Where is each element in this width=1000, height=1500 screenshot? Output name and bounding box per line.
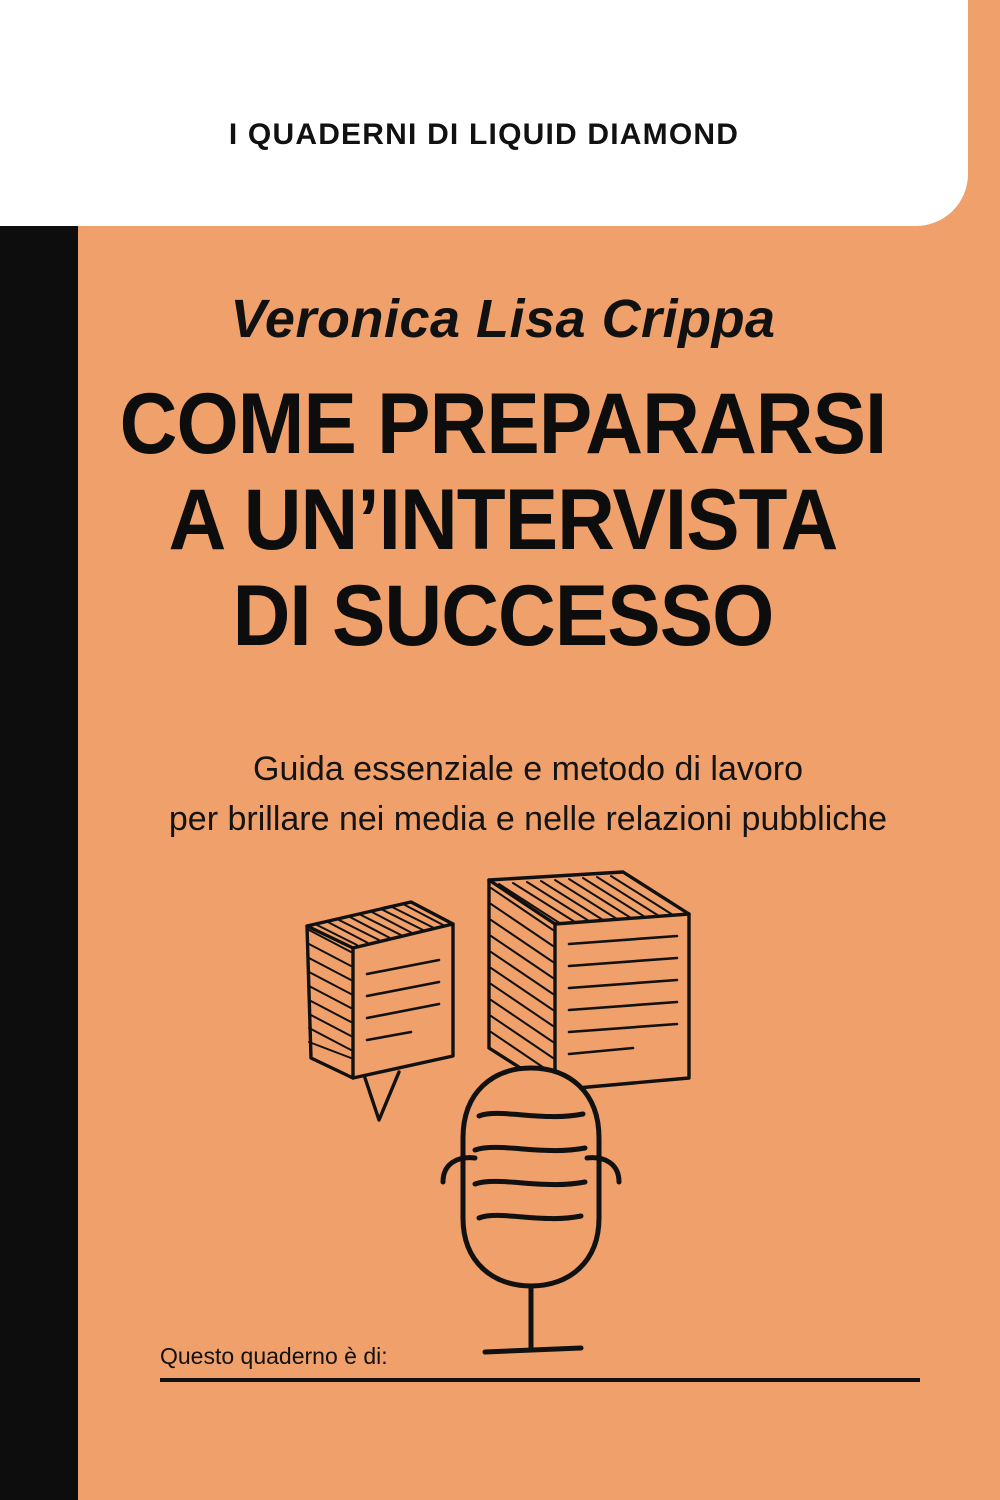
subtitle [78, 744, 978, 844]
cover-content [78, 226, 1000, 1500]
header-band [0, 0, 968, 226]
owner-label: Questo quaderno è di: [160, 1343, 388, 1369]
subtitle-line-1: Guida essenziale e metodo di lavoro [253, 750, 803, 788]
subtitle-line-2: per brillare nei media e nelle relazioni pubbliche [168, 800, 888, 838]
title-line-3: DI SUCCESSO [232, 568, 774, 664]
author-name: Veronica Lisa Crippa [230, 289, 776, 349]
microphone-with-speech-bubbles-icon [293, 866, 773, 1366]
title-line-2: A UN’INTERVISTA [168, 472, 838, 568]
owner-write-line[interactable] [160, 1378, 920, 1382]
owner-field [160, 1343, 920, 1382]
series-label: I QUADERNI DI LIQUID DIAMOND [228, 118, 740, 151]
page-title [108, 376, 899, 664]
title-line-1: COME PREPARARSI [119, 376, 887, 472]
